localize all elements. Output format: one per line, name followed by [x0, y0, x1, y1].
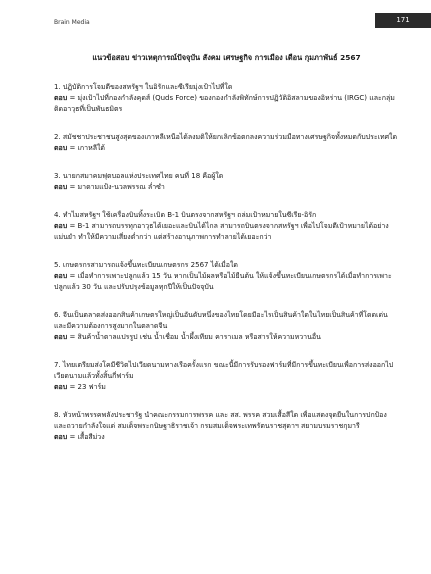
document-title: แนวข้อสอบ ข่าวเหตุการณ์ปัจจุบัน สังคม เศรษฐกิจ การเมือง เดือน กุมภาพันธ์ 2567 [92, 53, 361, 62]
question-item [54, 132, 399, 154]
answer-line [54, 332, 399, 343]
answer-text: = มุ่งเป้าไปที่กองกำลังคุดส์ (Quds Force) ของกองกำลังพิทักษ์การปฏิวัติอิสลามของอิหร่าน (IRGC) และกลุ่มติดอาวุธที่เป็นพันธมิตร [54, 94, 395, 113]
answer-text: = มาดามแป้ง-นวลพรรณ ล่ำซำ [69, 183, 165, 191]
page-header [54, 0, 410, 38]
answer-line [54, 271, 399, 293]
question-item [54, 171, 399, 193]
question-text: 8. หัวหน้าพรรคพลังประชารัฐ นำคณะกรรมการพรรค และ สส. พรรค สวมเสื้อสีใด เพื่อแสดงจุดยืนในการปกป้องและถวายกำลังใจแด่ สมเด็จพระกนิษฐาธิราชเจ้า กรมสมเด็จพระเทพรัตนราชสุดาฯ สยามบรมราชกุมารี [54, 411, 387, 430]
question-text: 1. ปฏิบัติการโจมตีของสหรัฐฯ ในอิรักและซีเรียมุ่งเป้าไปที่ใด [54, 83, 233, 91]
question-item [54, 410, 399, 443]
answer-text: = เกาหลีใต้ [69, 144, 105, 152]
answer-label: ตอบ [54, 222, 68, 230]
answer-line [54, 182, 399, 193]
answer-label: ตอบ [54, 433, 68, 441]
question-list [54, 82, 399, 443]
answer-line [54, 93, 399, 115]
question-text: 2. สมัชชาประชาชนสูงสุดของเกาหลีเหนือได้ลงมติให้ยกเลิกข้อตกลงความร่วมมือทางเศรษฐกิจทั้งหมดกับประเทศใด [54, 133, 398, 141]
brand-name: Brain Media [54, 19, 90, 26]
answer-text: = เสื้อสีม่วง [69, 433, 105, 441]
question-item [54, 360, 399, 393]
question-text: 7. ไทยเตรียมส่งโคมีชีวิตไปเวียดนามทางเรือครั้งแรก ขณะนี้มีการรับรองฟาร์มที่มีการขึ้นทะเบียนเพื่อการส่งออกไปเวียดนามแล้วทั้งสิ้นกี่ฟาร์ม [54, 361, 394, 380]
question-item [54, 82, 399, 115]
answer-label: ตอบ [54, 144, 68, 152]
answer-text: = เมื่อทำการเพาะปลูกแล้ว 15 วัน หากเป็นไม้ผลหรือไม้ยืนต้น ให้แจ้งขึ้นทะเบียนเกษตรกรได้เมื่อทำการเพาะปลูกแล้ว 30 วัน และปรับปรุงข้อมูลทุกปีให้เป็นปัจจุบัน [54, 272, 392, 291]
answer-line [54, 221, 399, 243]
answer-label: ตอบ [54, 383, 68, 391]
answer-label: ตอบ [54, 94, 68, 102]
answer-label: ตอบ [54, 183, 68, 191]
question-item [54, 310, 399, 343]
answer-text: = B-1 สามารถบรรทุกอาวุธได้เยอะและบินได้ไกล สามารถบินตรงจากสหรัฐฯ เพื่อไปโจมตีเป้าหมายได้อย่างแม่นยำ ทำให้มีความเสี่ยงต่ำกว่า แต่สร้างอานุภาพการทำลายได้เยอะกว่า [54, 222, 389, 241]
question-text: 3. นายกสมาคมฟุตบอลแห่งประเทศไทย คนที่ 18 คือผู้ใด [54, 172, 224, 180]
question-item [54, 260, 399, 293]
answer-text: = 23 ฟาร์ม [69, 383, 106, 391]
answer-label: ตอบ [54, 333, 68, 341]
question-text: 5. เกษตรกรสามารถแจ้งขึ้นทะเบียนเกษตรกร 2567 ได้เมื่อใด [54, 261, 238, 269]
page-number-badge: 171 [375, 13, 431, 28]
answer-line [54, 432, 399, 443]
answer-line [54, 143, 399, 154]
question-item [54, 210, 399, 243]
answer-text: = สินค้าน้ำตาลแปรรูป เช่น น้ำเชื่อม น้ำผึ้งเทียม คาราเมล หรือสารให้ความหวานอื่น [69, 333, 321, 341]
question-text: 4. ทำไมสหรัฐฯ ใช้เครื่องบินทิ้งระเบิด B-1 บินตรงจากสหรัฐฯ ถล่มเป้าหมายในซีเรีย-อิรัก [54, 211, 317, 219]
answer-line [54, 382, 399, 393]
question-text: 6. จีนเป็นตลาดส่งออกสินค้าเกษตรใหญ่เป็นอันดับหนึ่งของไทยโดยมีอะไรเป็นสินค้าใดในไทยเป็นสินค้าที่โดดเด่นและมีความต้องการสูงมากในตลาดจีน [54, 311, 388, 330]
answer-label: ตอบ [54, 272, 68, 280]
